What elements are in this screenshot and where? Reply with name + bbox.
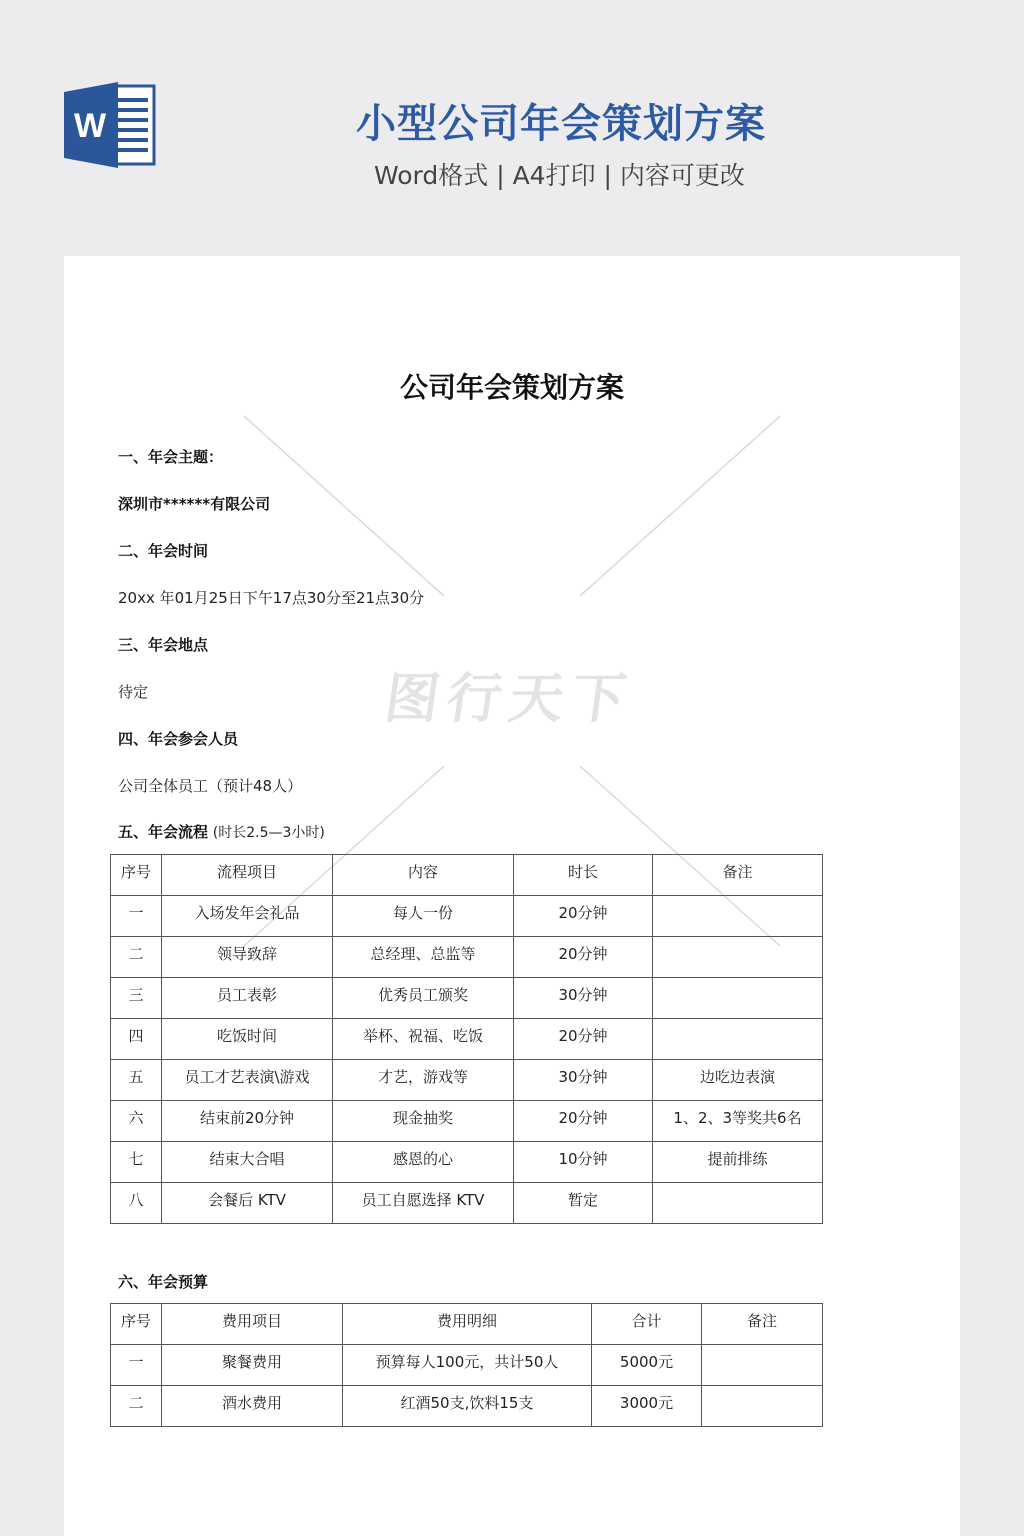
table-cell: 5000元 — [592, 1345, 702, 1386]
section-flow-heading-line — [118, 821, 325, 842]
table-row — [111, 1060, 823, 1101]
table-cell: 30分钟 — [514, 1060, 653, 1101]
table-cell: 二 — [111, 1386, 162, 1427]
table-cell: 一 — [111, 896, 162, 937]
table-cell: 聚餐费用 — [162, 1345, 343, 1386]
table-header-cell: 序号 — [111, 855, 162, 896]
table-cell: 红酒50支,饮料15支 — [343, 1386, 592, 1427]
section-location-content: 待定 — [118, 683, 149, 701]
table-cell: 四 — [111, 1019, 162, 1060]
table-header-cell: 时长 — [514, 855, 653, 896]
table-cell — [653, 937, 823, 978]
section-time-content: 20xx 年01月25日下午17点30分至21点30分 — [118, 589, 425, 607]
flow-table — [110, 854, 823, 1224]
table-cell: 提前排练 — [653, 1142, 823, 1183]
table-header-cell: 序号 — [111, 1304, 162, 1345]
page-title: 小型公司年会策划方案 — [356, 101, 766, 147]
table-header-cell: 费用明细 — [343, 1304, 592, 1345]
document-title: 公司年会策划方案 — [399, 371, 624, 404]
table-cell: 感恩的心 — [333, 1142, 514, 1183]
table-cell: 20分钟 — [514, 937, 653, 978]
table-cell: 八 — [111, 1183, 162, 1224]
table-header-row — [111, 1304, 823, 1345]
table-header-cell: 合计 — [592, 1304, 702, 1345]
table-cell: 七 — [111, 1142, 162, 1183]
table-cell: 员工才艺表演\游戏 — [162, 1060, 333, 1101]
table-cell — [653, 978, 823, 1019]
table-row — [111, 1345, 823, 1386]
table-cell: 结束大合唱 — [162, 1142, 333, 1183]
table-cell: 二 — [111, 937, 162, 978]
watermark-text: 图行天下 — [381, 666, 639, 730]
table-cell: 三 — [111, 978, 162, 1019]
table-cell: 入场发年会礼品 — [162, 896, 333, 937]
table-cell: 会餐后 KTV — [162, 1183, 333, 1224]
word-icon — [64, 82, 156, 168]
document-page — [64, 256, 960, 1536]
table-cell — [653, 1183, 823, 1224]
table-cell: 3000元 — [592, 1386, 702, 1427]
table-cell — [702, 1386, 823, 1427]
table-header-cell: 内容 — [333, 855, 514, 896]
table-cell: 10分钟 — [514, 1142, 653, 1183]
table-cell: 暂定 — [514, 1183, 653, 1224]
table-row — [111, 1183, 823, 1224]
section-attendees-content: 公司全体员工（预计48人） — [118, 777, 303, 795]
table-row — [111, 896, 823, 937]
table-cell: 吃饭时间 — [162, 1019, 333, 1060]
section-time-heading: 二、年会时间 — [118, 542, 209, 560]
table-cell: 才艺，游戏等 — [333, 1060, 514, 1101]
table-cell: 30分钟 — [514, 978, 653, 1019]
section-budget-heading: 六、年会预算 — [118, 1273, 209, 1291]
table-cell: 一 — [111, 1345, 162, 1386]
table-row — [111, 1142, 823, 1183]
section-theme-heading: 一、年会主题： — [118, 448, 224, 466]
table-cell: 酒水费用 — [162, 1386, 343, 1427]
table-cell: 总经理、总监等 — [333, 937, 514, 978]
page-subtitle: Word格式 | A4打印 | 内容可更改 — [374, 161, 745, 190]
table-cell: 员工表彰 — [162, 978, 333, 1019]
table-row — [111, 1101, 823, 1142]
table-cell: 20分钟 — [514, 896, 653, 937]
table-row — [111, 937, 823, 978]
table-row — [111, 1386, 823, 1427]
table-header-row — [111, 855, 823, 896]
budget-table — [110, 1303, 823, 1427]
page-header — [0, 0, 1024, 250]
table-cell: 领导致辞 — [162, 937, 333, 978]
section-attendees-heading: 四、年会参会人员 — [118, 730, 239, 748]
section-location-heading: 三、年会地点 — [118, 636, 209, 654]
section-theme-content: 深圳市******有限公司 — [118, 495, 271, 513]
table-cell: 20分钟 — [514, 1101, 653, 1142]
table-cell: 边吃边表演 — [653, 1060, 823, 1101]
section-flow-duration-note: (时长2.5—3小时) — [212, 825, 325, 841]
table-header-cell: 备注 — [702, 1304, 823, 1345]
table-cell: 举杯、祝福、吃饭 — [333, 1019, 514, 1060]
table-header-cell: 流程项目 — [162, 855, 333, 896]
table-cell: 优秀员工颁奖 — [333, 978, 514, 1019]
table-row — [111, 978, 823, 1019]
table-cell: 每人一份 — [333, 896, 514, 937]
table-cell: 员工自愿选择 KTV — [333, 1183, 514, 1224]
table-row — [111, 1019, 823, 1060]
table-header-cell: 备注 — [653, 855, 823, 896]
table-cell: 20分钟 — [514, 1019, 653, 1060]
table-cell — [653, 1019, 823, 1060]
table-header-cell: 费用项目 — [162, 1304, 343, 1345]
table-cell — [702, 1345, 823, 1386]
table-cell — [653, 896, 823, 937]
table-cell: 结束前20分钟 — [162, 1101, 333, 1142]
svg-text:W: W — [73, 107, 107, 145]
table-cell: 预算每人100元，共计50人 — [343, 1345, 592, 1386]
section-flow-heading: 五、年会流程 — [118, 823, 209, 841]
table-cell: 1、2、3等奖共6名 — [653, 1101, 823, 1142]
table-cell: 现金抽奖 — [333, 1101, 514, 1142]
table-cell: 五 — [111, 1060, 162, 1101]
table-cell: 六 — [111, 1101, 162, 1142]
